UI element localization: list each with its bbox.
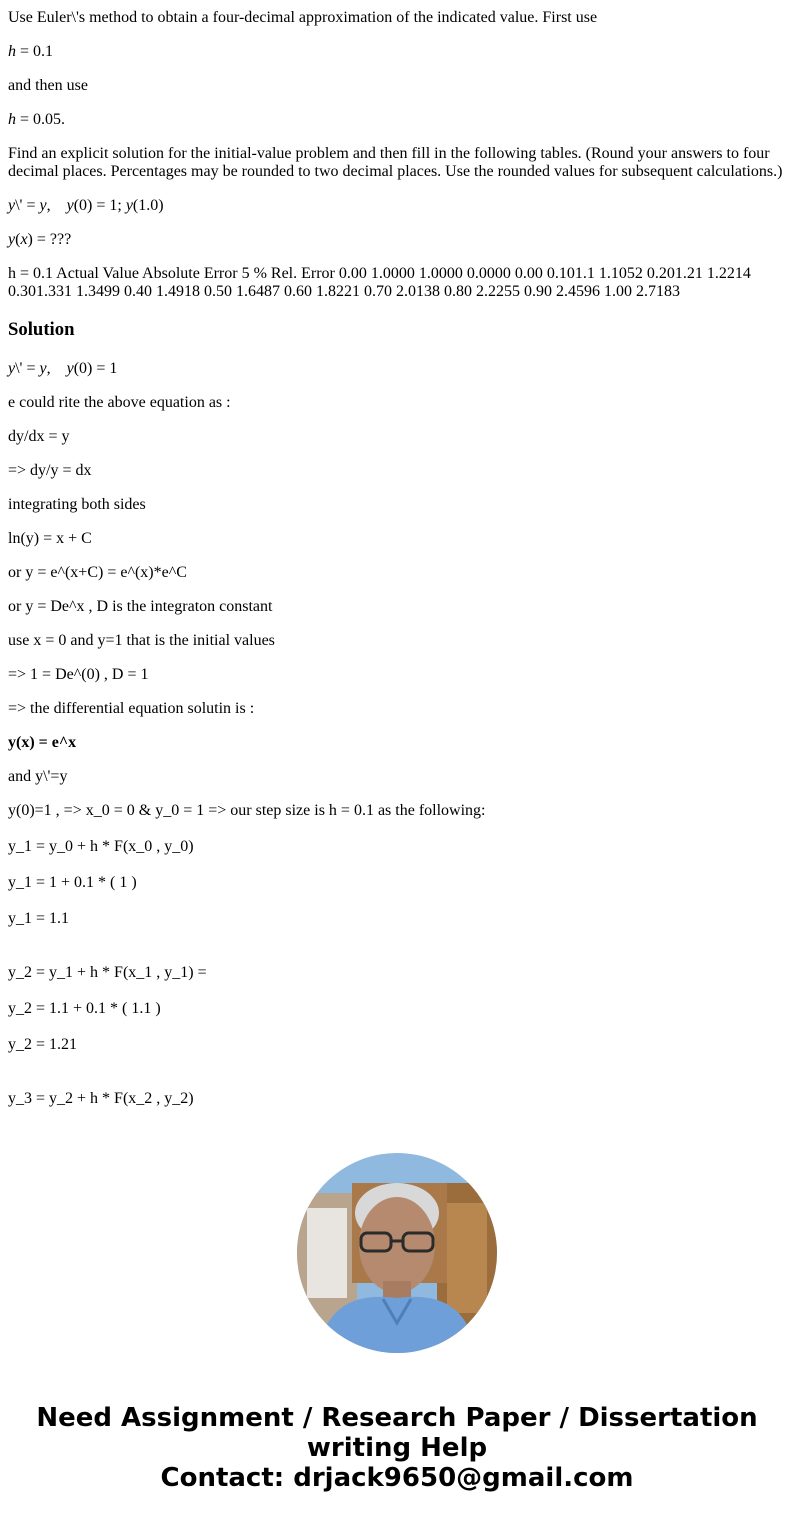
then-use: and then use <box>8 77 88 94</box>
ivp-text: (1.0) <box>132 197 164 214</box>
solution-line: and y\'=y <box>8 768 68 785</box>
solution-line: integrating both sides <box>8 496 146 513</box>
question-instructions: Find an explicit solution for the initial-value problem and then fill in the following tables. (Round your answers to four decimal places. Percentages may be rounded to two decimal places. Use the rounded values for subsequent calculations.) <box>8 145 783 180</box>
footer-contact: Contact: drjack9650@gmail.com <box>160 1463 634 1493</box>
solution-line: y_1 = y_0 + h * F(x_0 , y_0) <box>8 838 194 855</box>
paren: ( <box>15 231 21 248</box>
h-value: = 0.1 <box>16 43 54 60</box>
question-intro: Use Euler\'s method to obtain a four-decimal approximation of the indicated value. First use <box>8 9 598 26</box>
ivp-text: (0) = 1; <box>73 197 126 214</box>
solution-line: y_2 = 1.21 <box>8 1036 78 1053</box>
solution-line: => the differential equation solutin is : <box>8 700 255 717</box>
explicit-solution-prompt <box>8 231 71 249</box>
solution-line: or y = De^x , D is the integraton constant <box>8 598 273 615</box>
ivp-text: , <box>46 197 67 214</box>
step-size-first <box>8 43 53 61</box>
footer-line: Need Assignment / Research Paper / Dissertation <box>36 1403 758 1433</box>
var-y: y <box>66 360 74 377</box>
step-size-second <box>8 111 65 129</box>
var-x: x <box>20 231 28 248</box>
solution-line: or y = e^(x+C) = e^(x)*e^C <box>8 564 187 581</box>
var-y: y <box>8 360 16 377</box>
author-photo-icon <box>297 1153 497 1353</box>
var-y: y <box>39 197 47 214</box>
author-photo <box>297 1153 497 1353</box>
ivp-text: , <box>46 360 67 377</box>
ivp-text: \' = <box>15 197 40 214</box>
solution-line: => 1 = De^(0) , D = 1 <box>8 666 149 683</box>
solution-line: => dy/y = dx <box>8 462 92 479</box>
solution-line: y_1 = 1.1 <box>8 910 70 927</box>
var-y: y <box>66 197 74 214</box>
footer <box>0 1403 794 1493</box>
ivp-text: (0) = 1 <box>73 360 118 377</box>
h-value: = 0.05. <box>16 111 66 128</box>
footer-line: writing Help <box>306 1433 488 1463</box>
unknown-text: ) = ??? <box>27 231 72 248</box>
var-y: y <box>8 231 16 248</box>
solution-line: y_2 = 1.1 + 0.1 * ( 1.1 ) <box>8 1000 161 1017</box>
solution-result: y(x) = e^x <box>8 734 77 751</box>
solution-line: y_1 = 1 + 0.1 * ( 1 ) <box>8 874 137 891</box>
solution-line: use x = 0 and y=1 that is the initial values <box>8 632 275 649</box>
h-variable: h <box>8 111 16 128</box>
var-y: y <box>125 197 133 214</box>
initial-value-problem <box>8 197 164 215</box>
solution-line: dy/dx = y <box>8 428 70 445</box>
var-y: y <box>8 197 16 214</box>
ivp-text: \' = <box>15 360 40 377</box>
h-variable: h <box>8 43 16 60</box>
solution-line: ln(y) = x + C <box>8 530 92 547</box>
solution-line: y_3 = y_2 + h * F(x_2 , y_2) <box>8 1090 194 1107</box>
solution-line: y(0)=1 , => x_0 = 0 & y_0 = 1 => our step size is h = 0.1 as the following: <box>8 802 486 819</box>
var-y: y <box>39 360 47 377</box>
solution-ivp <box>8 360 117 378</box>
table-text: h = 0.1 Actual Value Absolute Error 5 % Rel. Error 0.00 1.0000 1.0000 0.0000 0.00 0.101.1 1.1052 0.201.21 1.2214 0.301.331 1.3499 0.40 1.4918 0.50 1.6487 0.60 1.8221 0.70 2.0138 0.80 2.2255 0.90 2.4596 1.00 2.7183 <box>8 265 751 300</box>
solution-line: e could rite the above equation as : <box>8 394 231 411</box>
solution-heading: Solution <box>8 319 75 340</box>
solution-line: y_2 = y_1 + h * F(x_1 , y_1) = <box>8 964 207 981</box>
